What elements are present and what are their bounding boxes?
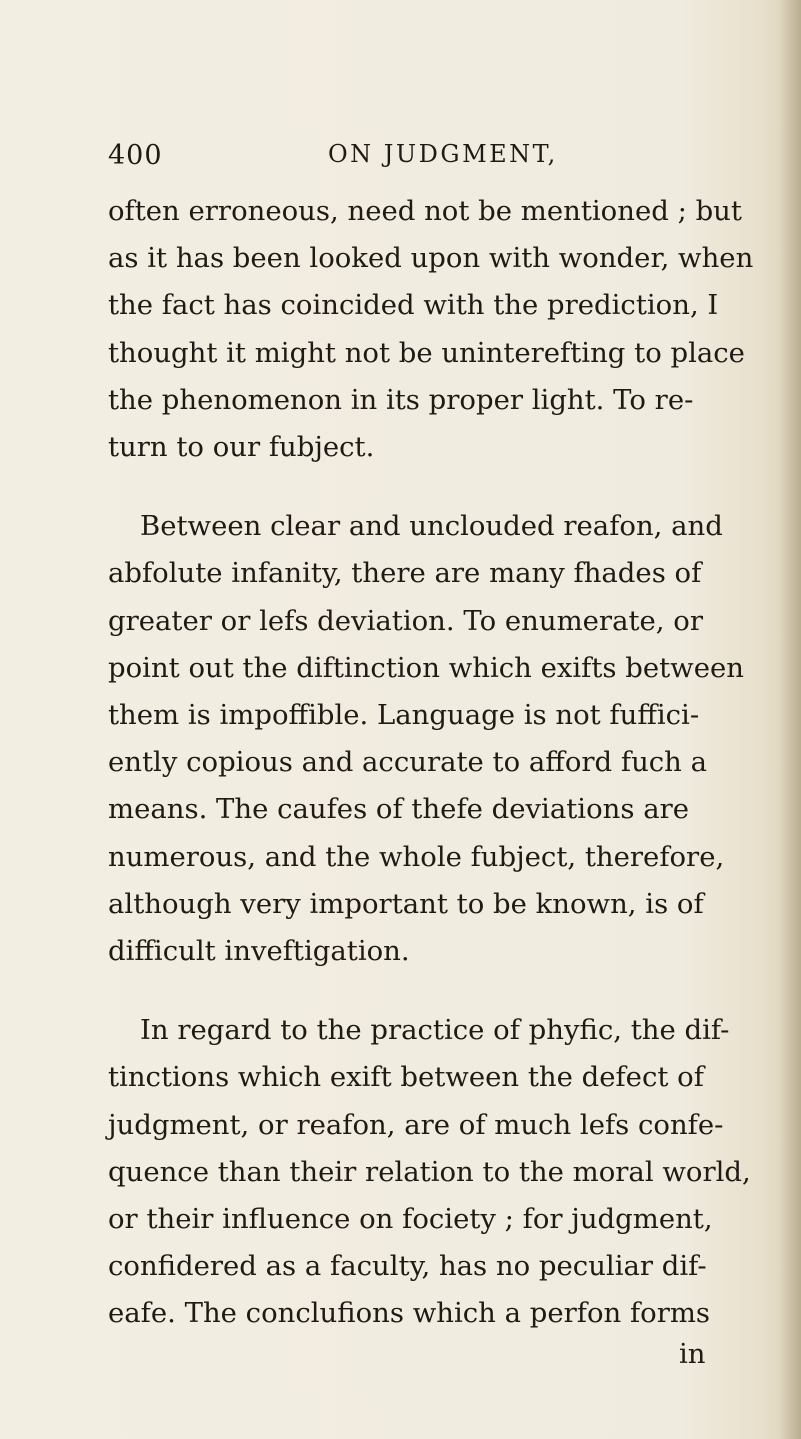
text-line: as it has been looked upon with wonder, when: [108, 242, 754, 275]
text-line: them is impoffible. Language is not fuffici-: [108, 699, 700, 732]
page-edge-shadow: [779, 0, 801, 1439]
text-line: point out the diftinction which exifts between: [108, 651, 744, 684]
text-line: ently copious and accurate to afford fuch a: [108, 746, 708, 779]
text-line: quence than their relation to the moral world,: [108, 1155, 751, 1188]
text-line: numerous, and the whole fubject, therefore,: [108, 840, 725, 873]
paragraph-1: [108, 188, 754, 471]
text-line: greater or lefs deviation. To enumerate, or: [108, 604, 703, 637]
paragraph-2: [108, 503, 744, 975]
text-line: Between clear and unclouded reafon, and: [140, 510, 723, 543]
text-line: turn to our fubject.: [108, 431, 375, 464]
text-line: although very important to be known, is of: [108, 887, 704, 920]
text-line: judgment, or reafon, are of much lefs confe-: [108, 1108, 724, 1141]
text-line: confidered as a faculty, has no peculiar dif-: [108, 1250, 707, 1283]
paragraph-3: [108, 1007, 751, 1337]
page-number: 400: [108, 140, 163, 171]
text-line: In regard to the practice of phyfic, the dif-: [140, 1014, 730, 1047]
running-head: ON JUDGMENT,: [328, 140, 558, 168]
text-line: or their influence on fociety ; for judgment,: [108, 1203, 713, 1236]
text-line: means. The caufes of thefe deviations are: [108, 793, 690, 826]
text-line: abfolute infanity, there are many fhades of: [108, 557, 702, 590]
body-text: [108, 188, 754, 1370]
text-line: the phenomenon in its proper light. To re-: [108, 383, 694, 416]
catchword: in: [679, 1338, 706, 1370]
text-line: tinctions which exift between the defect of: [108, 1061, 704, 1094]
text-line: often erroneous, need not be mentioned ; but: [108, 195, 742, 227]
page-header: [108, 140, 668, 180]
text-line: eafe. The conclufions which a perfon forms: [108, 1297, 711, 1330]
text-line: difficult inveftigation.: [108, 935, 410, 968]
text-line: thought it might not be uninterefting to place: [108, 336, 745, 369]
text-line: the fact has coincided with the prediction, I: [108, 289, 719, 322]
